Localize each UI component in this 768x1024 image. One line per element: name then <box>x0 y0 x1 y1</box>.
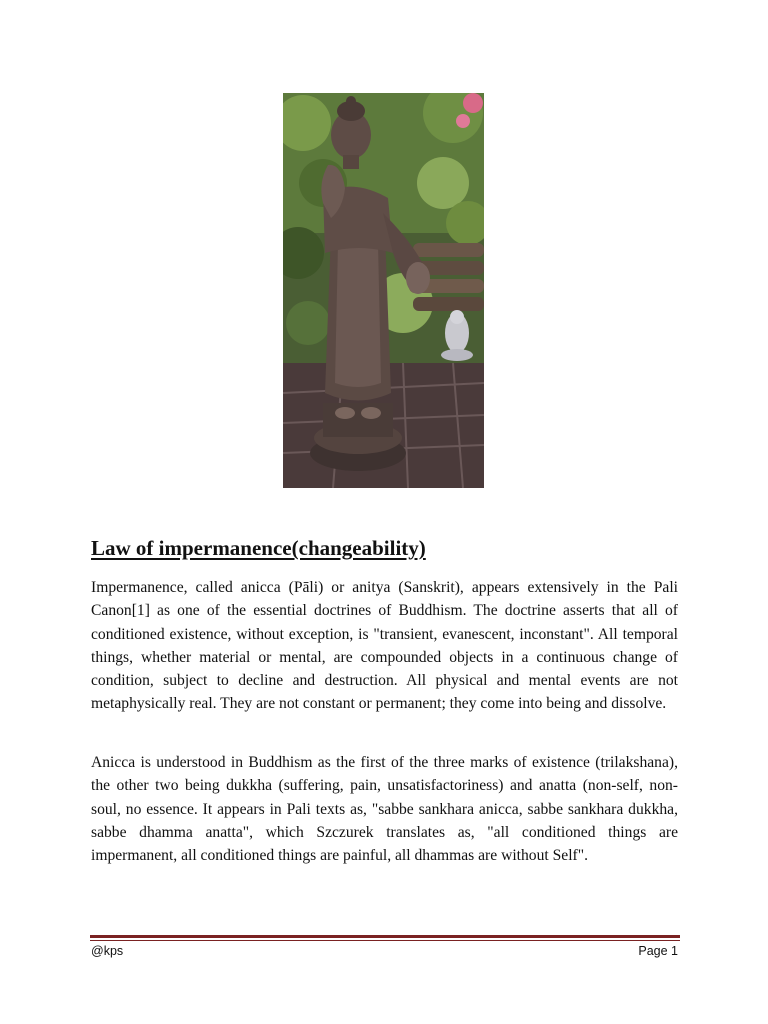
buddha-statue-illustration <box>283 93 484 488</box>
footer-page-number: Page 1 <box>638 944 678 958</box>
body-paragraph-1: Impermanence, called anicca (Pāli) or anitya (Sanskrit), appears extensively in the Pali Canon[1] as one of the essential doctrines of Buddhism. The doctrine asserts that all of conditioned existence, without exception, is "transient, evanescent, inconstant". All temporal things, whether material or mental, are compounded objects in a continuous change of condition, subject to decline and destruction. All physical and mental events are not metaphysically real. They are not constant or permanent; they come into being and dissolve. <box>91 579 678 713</box>
section-heading: Law of impermanence(changeability) <box>91 536 426 560</box>
buddha-statue-photo <box>283 93 484 488</box>
footer-author: @kps <box>91 944 124 958</box>
footer-rule-thick <box>90 935 680 938</box>
footer-rule-thin <box>90 940 680 941</box>
body-paragraph-2: Anicca is understood in Buddhism as the first of the three marks of existence (trilakshana), the other two being dukkha (suffering, pain, unsatisfactoriness) and anatta (non-self, non-soul, no essence. It appears in Pali texts as, "sabbe sankhara anicca, sabbe sankhara dukkha, sabbe dhamma anatta", which Szczurek translates as, "all conditioned things are impermanent, all conditioned things are painful, all dhammas are without Self". <box>91 754 678 865</box>
